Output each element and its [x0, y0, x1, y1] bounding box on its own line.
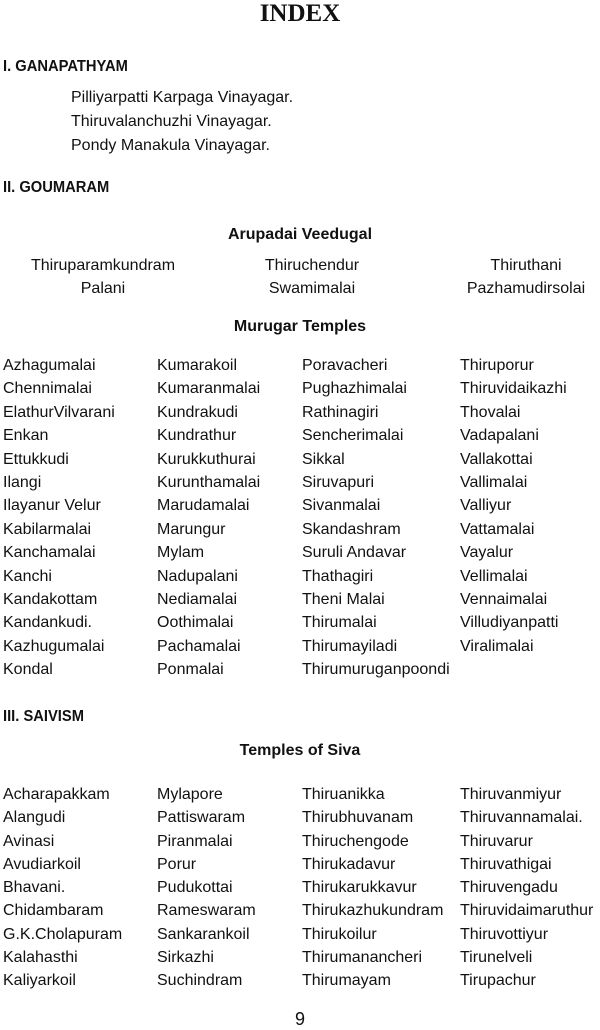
- list-item: Thirumalai: [302, 614, 377, 632]
- list-item: Sivanmalai: [302, 497, 381, 515]
- list-item: Alangudi: [3, 809, 66, 827]
- murugar-column-2: [157, 354, 260, 682]
- list-item: Valliyur: [460, 497, 512, 515]
- sub-heading-arupadai-veedugal: Arupadai Veedugal: [227, 226, 373, 243]
- list-item: Skandashram: [302, 520, 401, 538]
- list-item: Sankarankoil: [157, 925, 250, 943]
- list-item: Marudamalai: [157, 497, 250, 515]
- list-item: Kumarakoil: [157, 357, 238, 374]
- siva-column-4: [460, 783, 593, 993]
- list-item: Sencherimalai: [302, 427, 404, 445]
- section-heading-ganapathyam: I. GANAPATHYAM: [3, 58, 128, 75]
- list-item: Kundrakudi: [157, 403, 238, 421]
- list-item: Chidambaram: [3, 902, 104, 920]
- list-item: Thirumayiladi: [302, 637, 398, 655]
- list-item: Avudiarkoil: [3, 855, 81, 873]
- list-item: ElathurVilvarani: [3, 403, 115, 421]
- list-item: Kundrathur: [157, 427, 237, 445]
- list-item: Thovalai: [460, 403, 521, 421]
- list-item: Kurukkuthurai: [157, 450, 256, 468]
- list-item: Marungur: [157, 520, 226, 538]
- list-item: Ilangi: [3, 474, 42, 492]
- list-item: G.K.Cholapuram: [3, 925, 123, 943]
- list-item: Acharapakkam: [3, 786, 110, 803]
- list-item: Thirukoilur: [302, 925, 377, 943]
- list-item: Vayalur: [460, 544, 514, 562]
- siva-column-3: [302, 783, 443, 993]
- list-item: Rameswaram: [157, 902, 256, 920]
- list-item: Nadupalani: [157, 567, 238, 585]
- list-item: Nediamalai: [157, 591, 238, 609]
- section-heading-goumaram: II. GOUMARAM: [3, 179, 110, 196]
- list-item: Pilliyarpatti Karpaga Vinayagar.: [71, 89, 294, 106]
- list-item: Chennimalai: [3, 380, 92, 398]
- list-item: Thirukazhukundram: [302, 902, 444, 920]
- list-item: Vennaimalai: [460, 591, 548, 609]
- page-title: INDEX: [259, 0, 341, 27]
- list-item: Enkan: [3, 427, 49, 445]
- list-item: Vallakottai: [460, 450, 533, 468]
- sub-heading-temples-of-siva: Temples of Siva: [239, 742, 361, 759]
- list-item: Rathinagiri: [302, 403, 379, 421]
- list-item: Thiruvengadu: [460, 879, 558, 897]
- section-heading-saivism: III. SAIVISM: [3, 708, 84, 725]
- sub-heading-murugar-temples: Murugar Temples: [233, 318, 367, 335]
- list-item: Ponmalai: [157, 661, 224, 679]
- list-item: Kaliyarkoil: [3, 972, 76, 990]
- list-item: Thiruvannamalai.: [460, 809, 583, 827]
- list-item: Kandankudi.: [3, 614, 92, 632]
- siva-column-1: [3, 783, 122, 993]
- list-item: Pughazhimalai: [302, 380, 407, 398]
- list-item: Pattiswaram: [157, 809, 246, 827]
- list-item: Oothimalai: [157, 614, 234, 632]
- list-item: Thirumayam: [302, 972, 391, 990]
- list-item: Avinasi: [3, 832, 55, 850]
- list-item: Thiruthani: [490, 257, 562, 274]
- list-item: Thathagiri: [302, 567, 374, 585]
- list-item: Kazhugumalai: [3, 637, 105, 655]
- siva-column-2: [157, 783, 256, 993]
- list-item: Theni Malai: [302, 591, 385, 609]
- list-item: Thiruvidaikazhi: [460, 380, 567, 398]
- list-item: Mylam: [157, 544, 205, 562]
- list-item: Poravacheri: [302, 357, 388, 374]
- list-item: Vadapalani: [460, 427, 539, 445]
- list-item: Ettukkudi: [3, 450, 69, 468]
- list-item: Kumaranmalai: [157, 380, 261, 398]
- list-item: Pudukottai: [157, 879, 233, 897]
- arupadai-column-1: [28, 254, 178, 300]
- ganapathyam-list: [71, 86, 293, 158]
- list-item: Tirunelveli: [460, 949, 533, 967]
- list-item: Villudiyanpatti: [460, 614, 559, 632]
- list-item: Thirumanancheri: [302, 949, 423, 967]
- list-item: Thirukarukkavur: [302, 879, 417, 897]
- list-item: Vattamalai: [460, 520, 535, 538]
- list-item: Porur: [157, 855, 197, 873]
- list-item: Palani: [80, 280, 126, 297]
- list-item: Ilayanur Velur: [3, 497, 101, 515]
- list-item: Vallimalai: [460, 474, 528, 492]
- list-item: Azhagumalai: [3, 357, 96, 374]
- list-item: Viralimalai: [460, 637, 534, 655]
- list-item: Thiruporur: [460, 357, 534, 374]
- list-item: Mylapore: [157, 786, 223, 803]
- murugar-column-3: [302, 354, 450, 682]
- list-item: Kalahasthi: [3, 949, 78, 967]
- list-item: Thiruchengode: [302, 832, 409, 850]
- page-number: 9: [294, 1009, 305, 1029]
- list-item: Tirupachur: [460, 972, 536, 990]
- list-item: Thiruvathigai: [460, 855, 552, 873]
- list-item: Sikkal: [302, 450, 345, 468]
- arupadai-column-3: [458, 254, 594, 300]
- list-item: Thiruparamkundram: [30, 257, 176, 274]
- list-item: Kurunthamalai: [157, 474, 261, 492]
- list-item: Thiruvalanchuzhi Vinayagar.: [71, 113, 272, 130]
- list-item: Thiruanikka: [302, 786, 385, 803]
- list-item: Kondal: [3, 661, 53, 679]
- list-item: Pondy Manakula Vinayagar.: [71, 137, 270, 154]
- list-item: Thiruvottiyur: [460, 925, 549, 943]
- list-item: Kandakottam: [3, 591, 98, 609]
- list-item: Thirumuruganpoondi: [302, 661, 450, 679]
- murugar-column-4: [460, 354, 567, 658]
- list-item: Suchindram: [157, 972, 243, 990]
- list-item: Kabilarmalai: [3, 520, 92, 538]
- list-item: Thirukadavur: [302, 855, 396, 873]
- list-item: Thiruvanmiyur: [460, 786, 562, 803]
- list-item: Bhavani.: [3, 879, 66, 897]
- list-item: Pazhamudirsolai: [466, 280, 586, 297]
- list-item: Piranmalai: [157, 832, 233, 850]
- list-item: Thiruchendur: [264, 257, 360, 274]
- list-item: Thiruvarur: [460, 832, 533, 850]
- list-item: Thiruvidaimaruthur: [460, 902, 594, 920]
- list-item: Pachamalai: [157, 637, 241, 655]
- arupadai-column-2: [250, 254, 374, 300]
- list-item: Suruli Andavar: [302, 544, 407, 562]
- list-item: Sirkazhi: [157, 949, 214, 967]
- list-item: Thirubhuvanam: [302, 809, 414, 827]
- list-item: Kanchi: [3, 567, 52, 585]
- list-item: Siruvapuri: [302, 474, 375, 492]
- list-item: Swamimalai: [268, 280, 356, 297]
- list-item: Vellimalai: [460, 567, 528, 585]
- murugar-column-1: [3, 354, 115, 682]
- list-item: Kanchamalai: [3, 544, 96, 562]
